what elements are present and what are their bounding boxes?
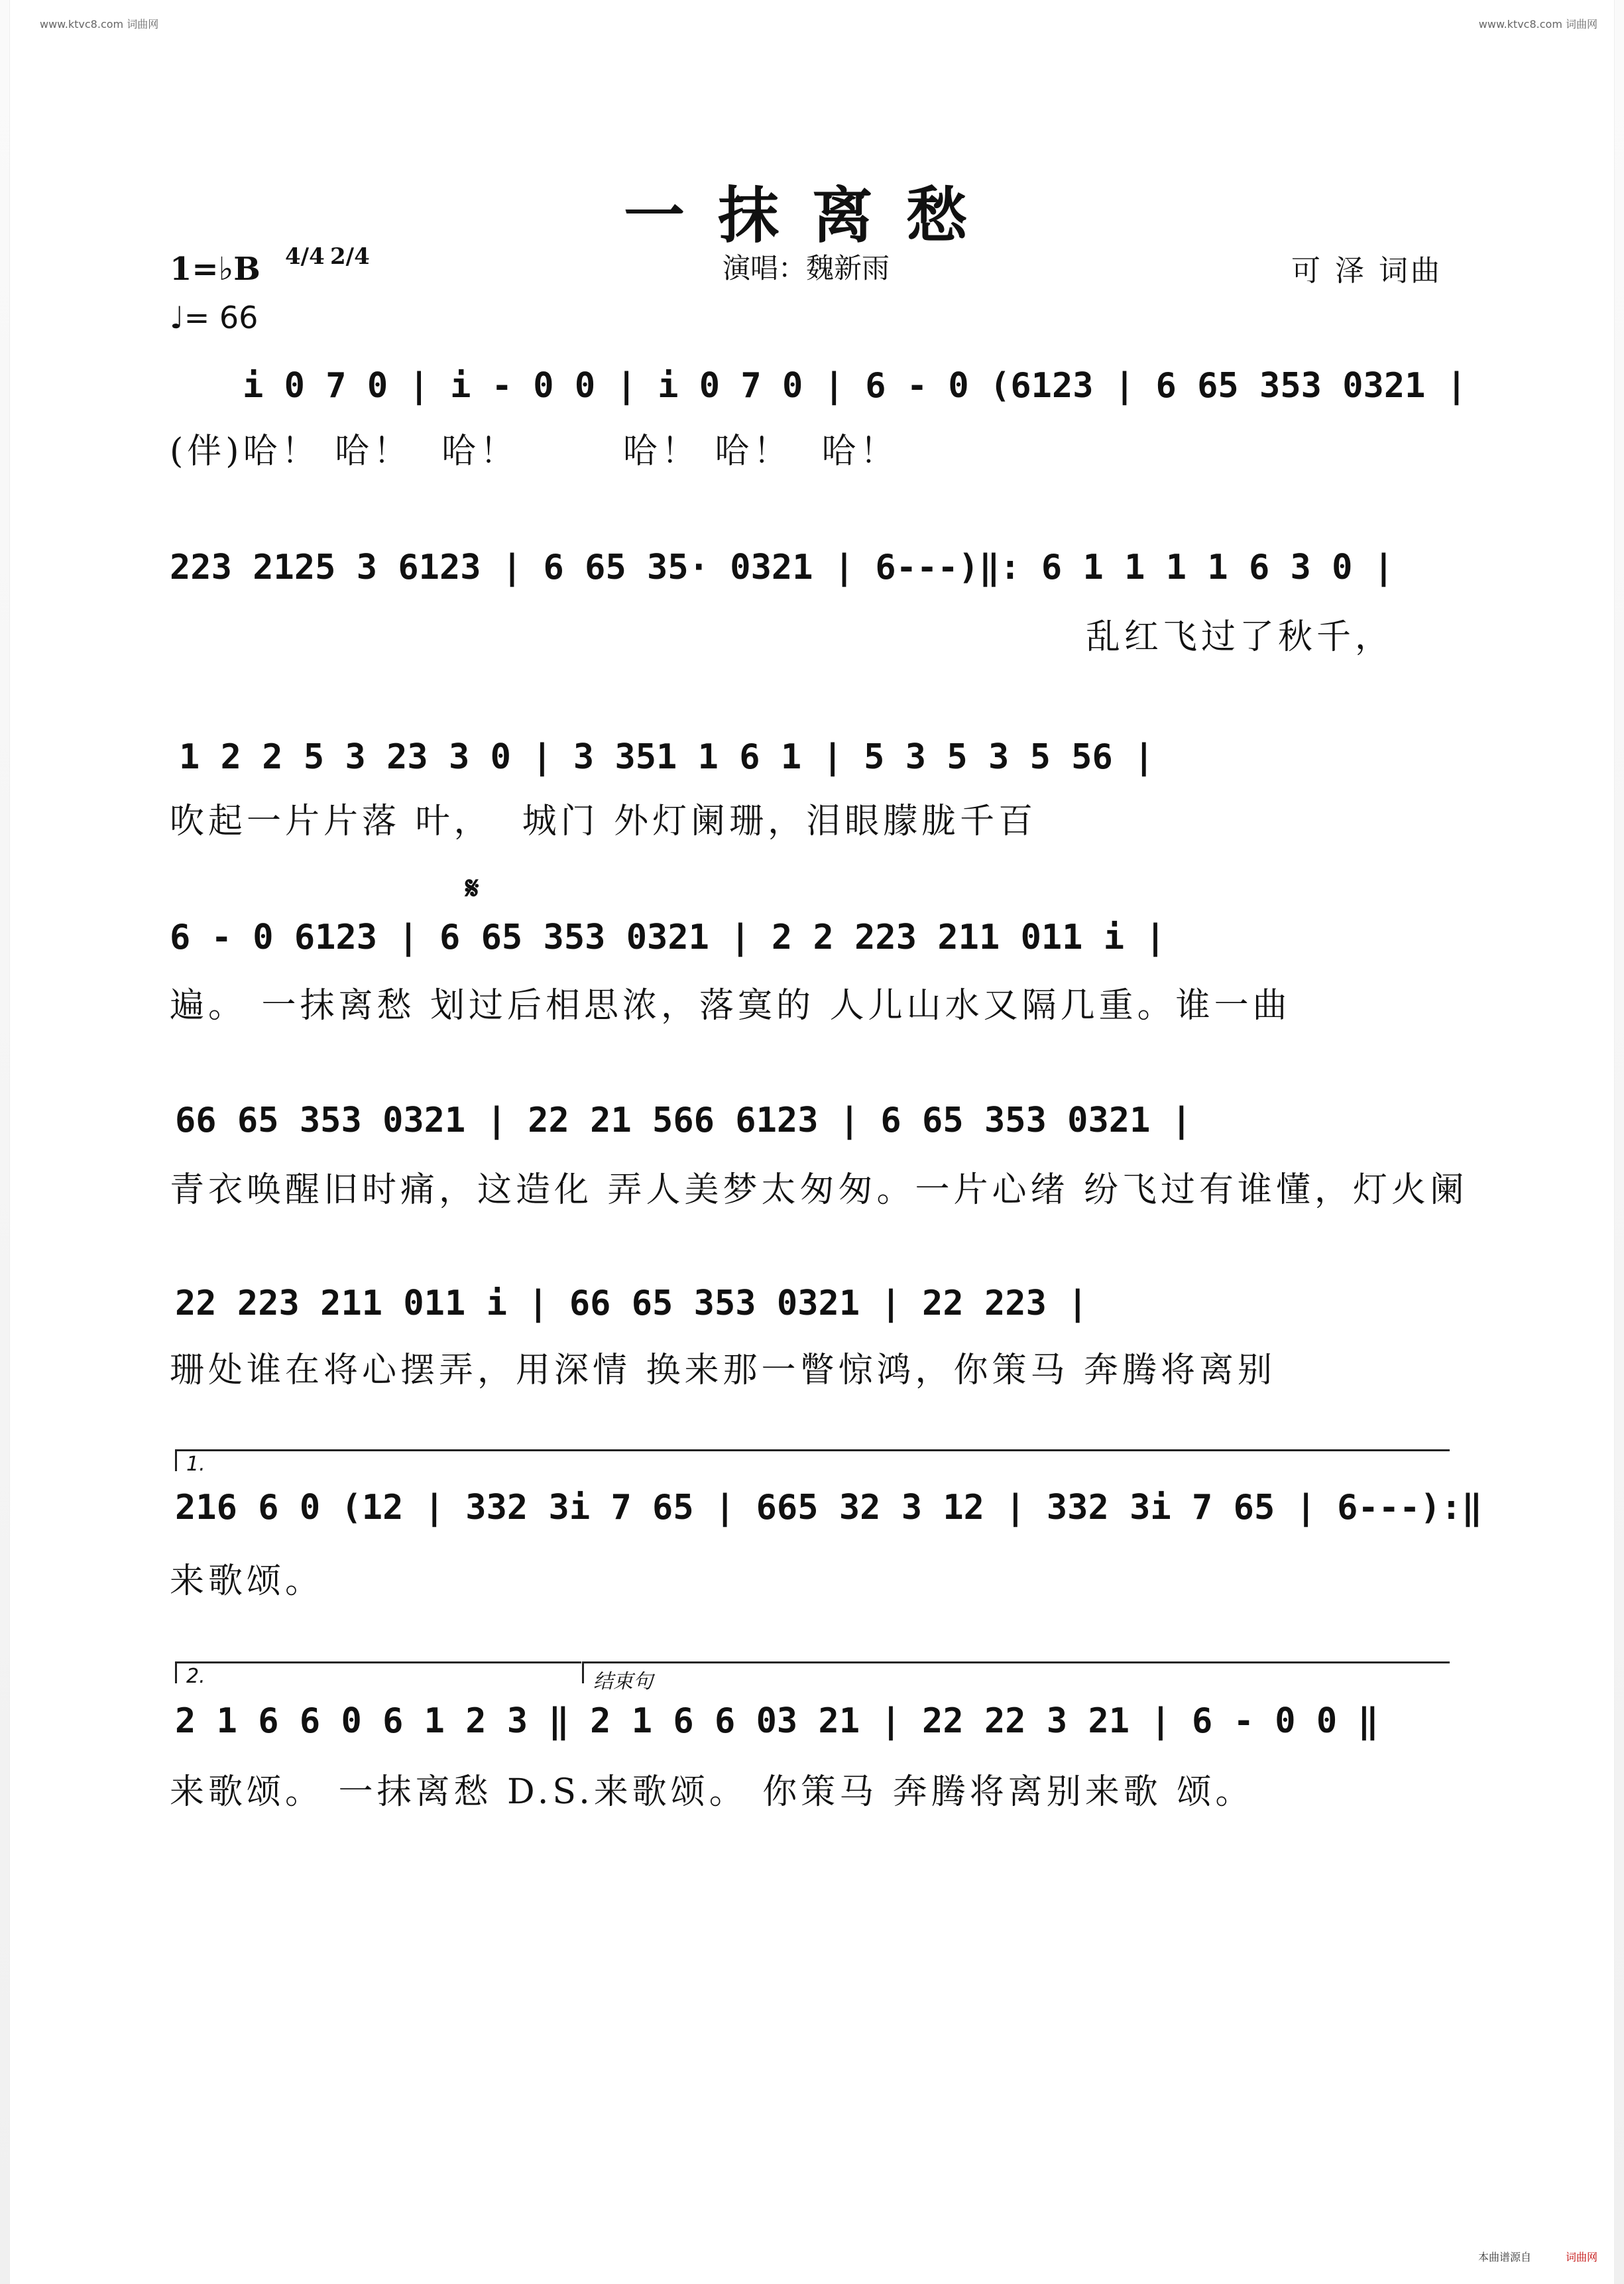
singer-credit: 演唱：魏新雨 <box>723 252 890 284</box>
staff-1-lyrics: (伴)哈！ 哈！ 哈！ 哈！ 哈！ 哈！ <box>170 432 899 471</box>
staff-3-lyrics: 吹起一片片落 叶， 城门 外灯阑珊，泪眼朦胧千百 <box>170 802 1037 841</box>
tempo-mark: ♩= 66 <box>170 300 259 335</box>
watermark-left: www.ktvc8.com 词曲网 <box>40 18 159 30</box>
staff-7-notes: 216 6 0 (12 | 332 3i 7 65 | 665 32 3 12 | 332 3i 7 65 | 6---):‖ <box>175 1488 1483 1528</box>
left-margin-strip <box>0 0 10 2284</box>
staff-4-lyrics: 遍。 一抹离愁 划过后相思浓，落寞的 人儿山水又隔几重。谁一曲 <box>170 986 1291 1026</box>
staff-8-lyrics: 来歌颂。 一抹离愁 D.S.来歌颂。 你策马 奔腾将离别来歌 颂。 <box>170 1772 1254 1812</box>
time-signature-1: 4/4 <box>285 243 325 270</box>
staff-2-lyrics: 乱红飞过了秋千， <box>1086 617 1394 657</box>
time-signature-2: 2/4 <box>330 243 370 270</box>
footer-site-logo[interactable]: 词曲网 <box>1565 2251 1597 2263</box>
staff-5-lyrics: 青衣唤醒旧时痛，这造化 弄人美梦太匆匆。一片心绪 纷飞过有谁懂，灯火阑 <box>170 1170 1469 1210</box>
ending-label: 结束句 <box>593 1670 653 1693</box>
staff-7-lyrics: 来歌颂。 <box>170 1561 324 1601</box>
volta-1-label: 1. <box>186 1453 205 1476</box>
staff-6-notes: 22 223 211 011 i | 66 65 353 0321 | 22 223 | <box>175 1284 1088 1323</box>
song-title: 一抹离愁 <box>623 180 1000 251</box>
composer-credit: 可 泽 词曲 <box>1291 254 1442 288</box>
staff-4-notes: 6 - 0 6123 | 6 65 353 0321 | 2 2 223 211 011 i | <box>170 918 1166 957</box>
staff-3-notes: 1 2 2 5 3 23 3 0 | 3 351 1 6 1 | 5 3 5 3 5 56 | <box>179 737 1155 777</box>
staff-2-notes: 223 2125 3 6123 | 6 65 35· 0321 | 6---)‖: 6 1 1 1 1 6 3 0 | <box>170 548 1395 587</box>
staff-6-lyrics: 珊处谁在将心摆弄，用深情 换来那一瞥惊鸿，你策马 奔腾将离别 <box>170 1351 1277 1390</box>
segno-sign: 𝄋 <box>465 870 479 907</box>
footer-source-text: 本曲谱源自 <box>1478 2251 1531 2263</box>
watermark-right: www.ktvc8.com 词曲网 <box>1478 18 1597 30</box>
staff-1-notes: i 0 7 0 | i - 0 0 | i 0 7 0 | 6 - 0 (6123 | 6 65 353 0321 | <box>243 366 1468 406</box>
staff-5-notes: 66 65 353 0321 | 22 21 566 6123 | 6 65 353 0321 | <box>175 1101 1192 1140</box>
right-margin-strip <box>1614 0 1624 2284</box>
key-signature: 1=♭B <box>170 251 261 288</box>
ending-bracket <box>582 1661 1450 1693</box>
staff-8-notes: 2 1 6 6 0 6 1 2 3 ‖ 2 1 6 6 03 21 | 22 22 3 21 | 6 - 0 0 ‖ <box>175 1701 1379 1741</box>
volta-2-bracket <box>175 1661 581 1688</box>
volta-2-label: 2. <box>186 1665 205 1688</box>
volta-1-bracket <box>175 1449 1450 1476</box>
